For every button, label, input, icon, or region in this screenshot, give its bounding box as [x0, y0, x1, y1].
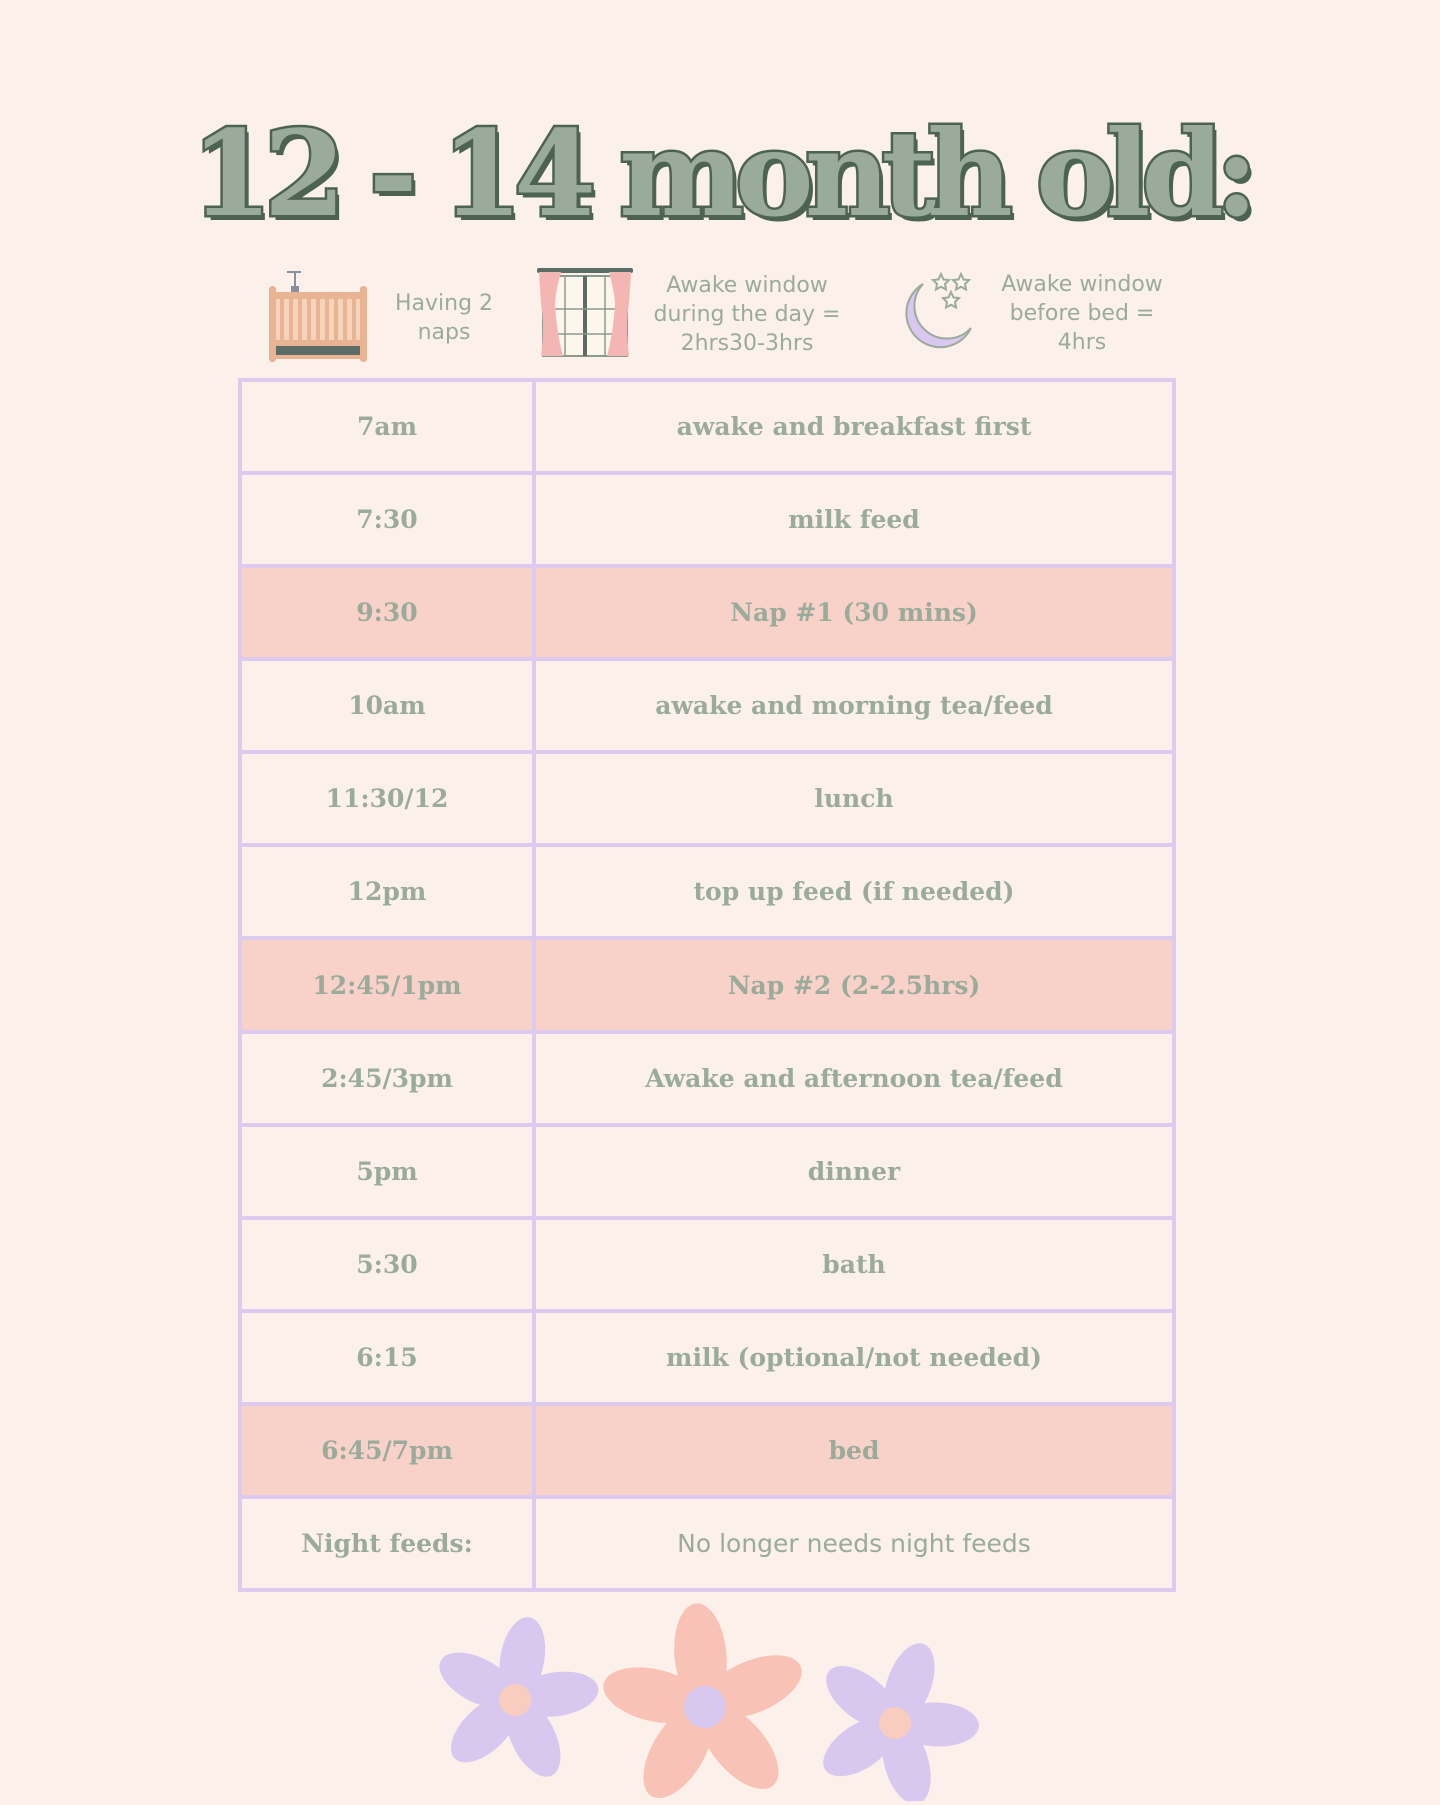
awake-bed-text: Awake window before bed = 4hrs	[1001, 271, 1163, 355]
table-row	[242, 382, 1172, 471]
activity-cell: No longer needs night feeds	[536, 1499, 1172, 1588]
table-row	[242, 1127, 1172, 1216]
activity-cell: milk feed	[536, 475, 1172, 564]
activity-cell: awake and morning tea/feed	[536, 661, 1172, 750]
table-row	[242, 661, 1172, 750]
flower-icon	[786, 1614, 1005, 1801]
info-naps	[265, 268, 509, 368]
activity-cell: Awake and afternoon tea/feed	[536, 1034, 1172, 1123]
time-cell: 6:45/7pm	[242, 1406, 532, 1495]
table-row	[242, 754, 1172, 843]
moon-stars-icon	[893, 266, 977, 360]
time-cell: Night feeds:	[242, 1499, 532, 1588]
activity-cell: awake and breakfast first	[536, 382, 1172, 471]
table-row-nap	[242, 940, 1172, 1029]
time-cell: 6:15	[242, 1313, 532, 1402]
info-row	[0, 268, 1440, 378]
activity-cell: Nap #2 (2-2.5hrs)	[536, 940, 1172, 1029]
time-cell: 11:30/12	[242, 754, 532, 843]
activity-cell: Nap #1 (30 mins)	[536, 568, 1172, 657]
table-row-nap	[242, 1406, 1172, 1495]
activity-cell: bath	[536, 1220, 1172, 1309]
flower-icon	[416, 1602, 615, 1794]
table-row	[242, 1220, 1172, 1309]
awake-day-text: Awake window during the day = 2hrs30-3hrs	[653, 272, 841, 356]
table-row	[242, 847, 1172, 936]
time-cell: 12:45/1pm	[242, 940, 532, 1029]
table-row	[242, 1034, 1172, 1123]
activity-cell: dinner	[536, 1127, 1172, 1216]
schedule-table	[238, 378, 1176, 1592]
time-cell: 10am	[242, 661, 532, 750]
info-awake-bed	[893, 266, 1167, 360]
table-row	[242, 1313, 1172, 1402]
flower-decoration	[0, 1595, 1440, 1801]
time-cell: 7:30	[242, 475, 532, 564]
time-cell: 2:45/3pm	[242, 1034, 532, 1123]
activity-cell: lunch	[536, 754, 1172, 843]
activity-cell: bed	[536, 1406, 1172, 1495]
page-title: 12 - 14 month old:	[190, 104, 1250, 243]
activity-cell: milk (optional/not needed)	[536, 1313, 1172, 1402]
time-cell: 5pm	[242, 1127, 532, 1216]
time-cell: 5:30	[242, 1220, 532, 1309]
table-row-night-feeds	[242, 1499, 1172, 1588]
table-row-nap	[242, 568, 1172, 657]
flower-icon	[589, 1595, 820, 1801]
window-icon	[535, 264, 635, 364]
crib-icon	[265, 268, 371, 368]
time-cell: 7am	[242, 382, 532, 471]
time-cell: 9:30	[242, 568, 532, 657]
info-awake-day	[535, 264, 847, 364]
activity-cell: top up feed (if needed)	[536, 847, 1172, 936]
table-row	[242, 475, 1172, 564]
time-cell: 12pm	[242, 847, 532, 936]
naps-text: Having 2 naps	[394, 291, 494, 345]
